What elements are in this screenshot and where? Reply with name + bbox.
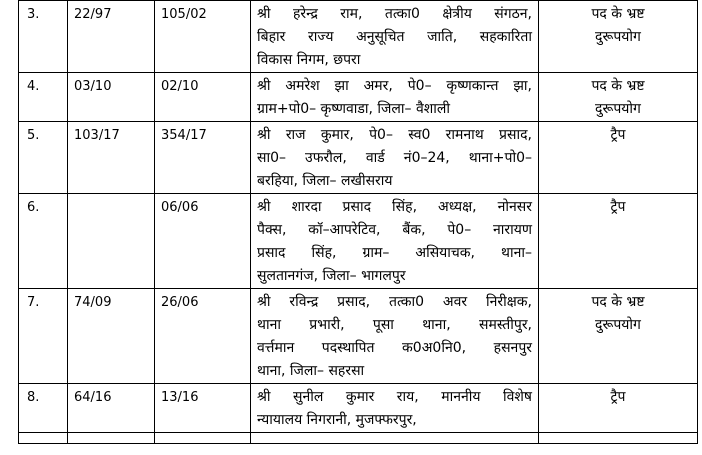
cell-type: [539, 384, 698, 433]
cell-type: [539, 73, 698, 122]
cell-type: [539, 122, 698, 194]
type-line: ट्रैप: [610, 127, 626, 143]
type-line: पद के भ्रष्ट: [591, 78, 645, 94]
details-line: बिहार राज्य अनुसूचित जाति, सहकारिता: [257, 29, 532, 45]
cell-details: [251, 122, 539, 194]
details-line: पैक्स, कॉ–आपरेटिव, बैंक, पे0– नारायण: [257, 222, 532, 238]
case-table: [18, 0, 698, 444]
cell-case-no: 03/10: [68, 73, 155, 122]
type-line: दुरूपयोग: [595, 317, 641, 333]
cell-sn: 8.: [19, 384, 68, 433]
details-line: श्री रविन्द्र प्रसाद, तत्का0 अवर निरीक्षक,: [257, 294, 532, 310]
type-line: पद के भ्रष्ट: [591, 6, 645, 22]
cell-ref-no: 354/17: [155, 122, 251, 194]
details-line: थाना, जिला– सहरसा: [257, 363, 365, 379]
details-line: श्री राज कुमार, पे0– स्व0 रामनाथ प्रसाद,: [257, 127, 532, 143]
details-line: श्री अमरेश झा अमर, पे0– कृष्णकान्त झा,: [257, 78, 532, 94]
cell-type: [539, 433, 698, 444]
cell-type: [539, 194, 698, 289]
cell-sn: 4.: [19, 73, 68, 122]
cell-case-no: 74/09: [68, 289, 155, 384]
cell-sn: 3.: [19, 1, 68, 73]
cell-details: [251, 289, 539, 384]
type-line: ट्रैप: [610, 389, 626, 405]
details-line: विकास निगम, छपरा: [257, 52, 361, 68]
details-line: प्रसाद सिंह, ग्राम– असियाचक, थाना–: [257, 245, 532, 261]
cell-type: [539, 1, 698, 73]
table-row: [19, 73, 698, 122]
type-line: पद के भ्रष्ट: [591, 294, 645, 310]
table-row: [19, 384, 698, 433]
cell-ref-no: 02/10: [155, 73, 251, 122]
cell-ref-no: 06/06: [155, 194, 251, 289]
cell-case-no: 103/17: [68, 122, 155, 194]
details-line: वर्त्तमान पदस्थापित क0अ0नि0, हसनपुर: [257, 340, 532, 356]
cell-sn: 5.: [19, 122, 68, 194]
cell-details: [251, 433, 539, 444]
cell-ref-no: 26/06: [155, 289, 251, 384]
cell-case-no: 64/16: [68, 384, 155, 433]
table-row-partial: [19, 433, 698, 444]
cell-case-no: 22/97: [68, 1, 155, 73]
details-line: न्यायालय निगरानी, मुजफ्फरपुर,: [257, 412, 417, 428]
cell-details: [251, 384, 539, 433]
details-line: बरहिया, जिला– लखीसराय: [257, 173, 393, 189]
details-line: श्री हरेन्द्र राम, तत्का0 क्षेत्रीय संगठन,: [257, 6, 532, 22]
cell-sn: [19, 433, 68, 444]
cell-details: [251, 194, 539, 289]
details-line: श्री शारदा प्रसाद सिंह, अध्यक्ष, नोनसर: [257, 199, 532, 215]
type-line: ट्रैप: [610, 199, 626, 215]
cell-details: [251, 1, 539, 73]
cell-case-no: [68, 433, 155, 444]
table-row: [19, 1, 698, 73]
table-row: [19, 194, 698, 289]
details-line: ग्राम+पो0– कृष्णवाडा, जिला– वैशाली: [257, 101, 450, 117]
type-line: दुरूपयोग: [595, 29, 641, 45]
cell-type: [539, 289, 698, 384]
cell-ref-no: 105/02: [155, 1, 251, 73]
table-row: [19, 289, 698, 384]
details-line: सुलतानगंज, जिला– भागलपुर: [257, 268, 406, 284]
details-line: श्री सुनील कुमार राय, माननीय विशेष: [257, 389, 532, 405]
case-table-body: [19, 1, 698, 433]
details-line: सा0– उफरौल, वार्ड नं0–24, थाना+पो0–: [257, 150, 532, 166]
cell-case-no: [68, 194, 155, 289]
details-line: थाना प्रभारी, पूसा थाना, समस्तीपुर,: [257, 317, 532, 333]
cell-sn: 7.: [19, 289, 68, 384]
cell-ref-no: 13/16: [155, 384, 251, 433]
type-line: दुरूपयोग: [595, 101, 641, 117]
cell-ref-no: [155, 433, 251, 444]
cell-sn: 6.: [19, 194, 68, 289]
cell-details: [251, 73, 539, 122]
table-row: [19, 122, 698, 194]
